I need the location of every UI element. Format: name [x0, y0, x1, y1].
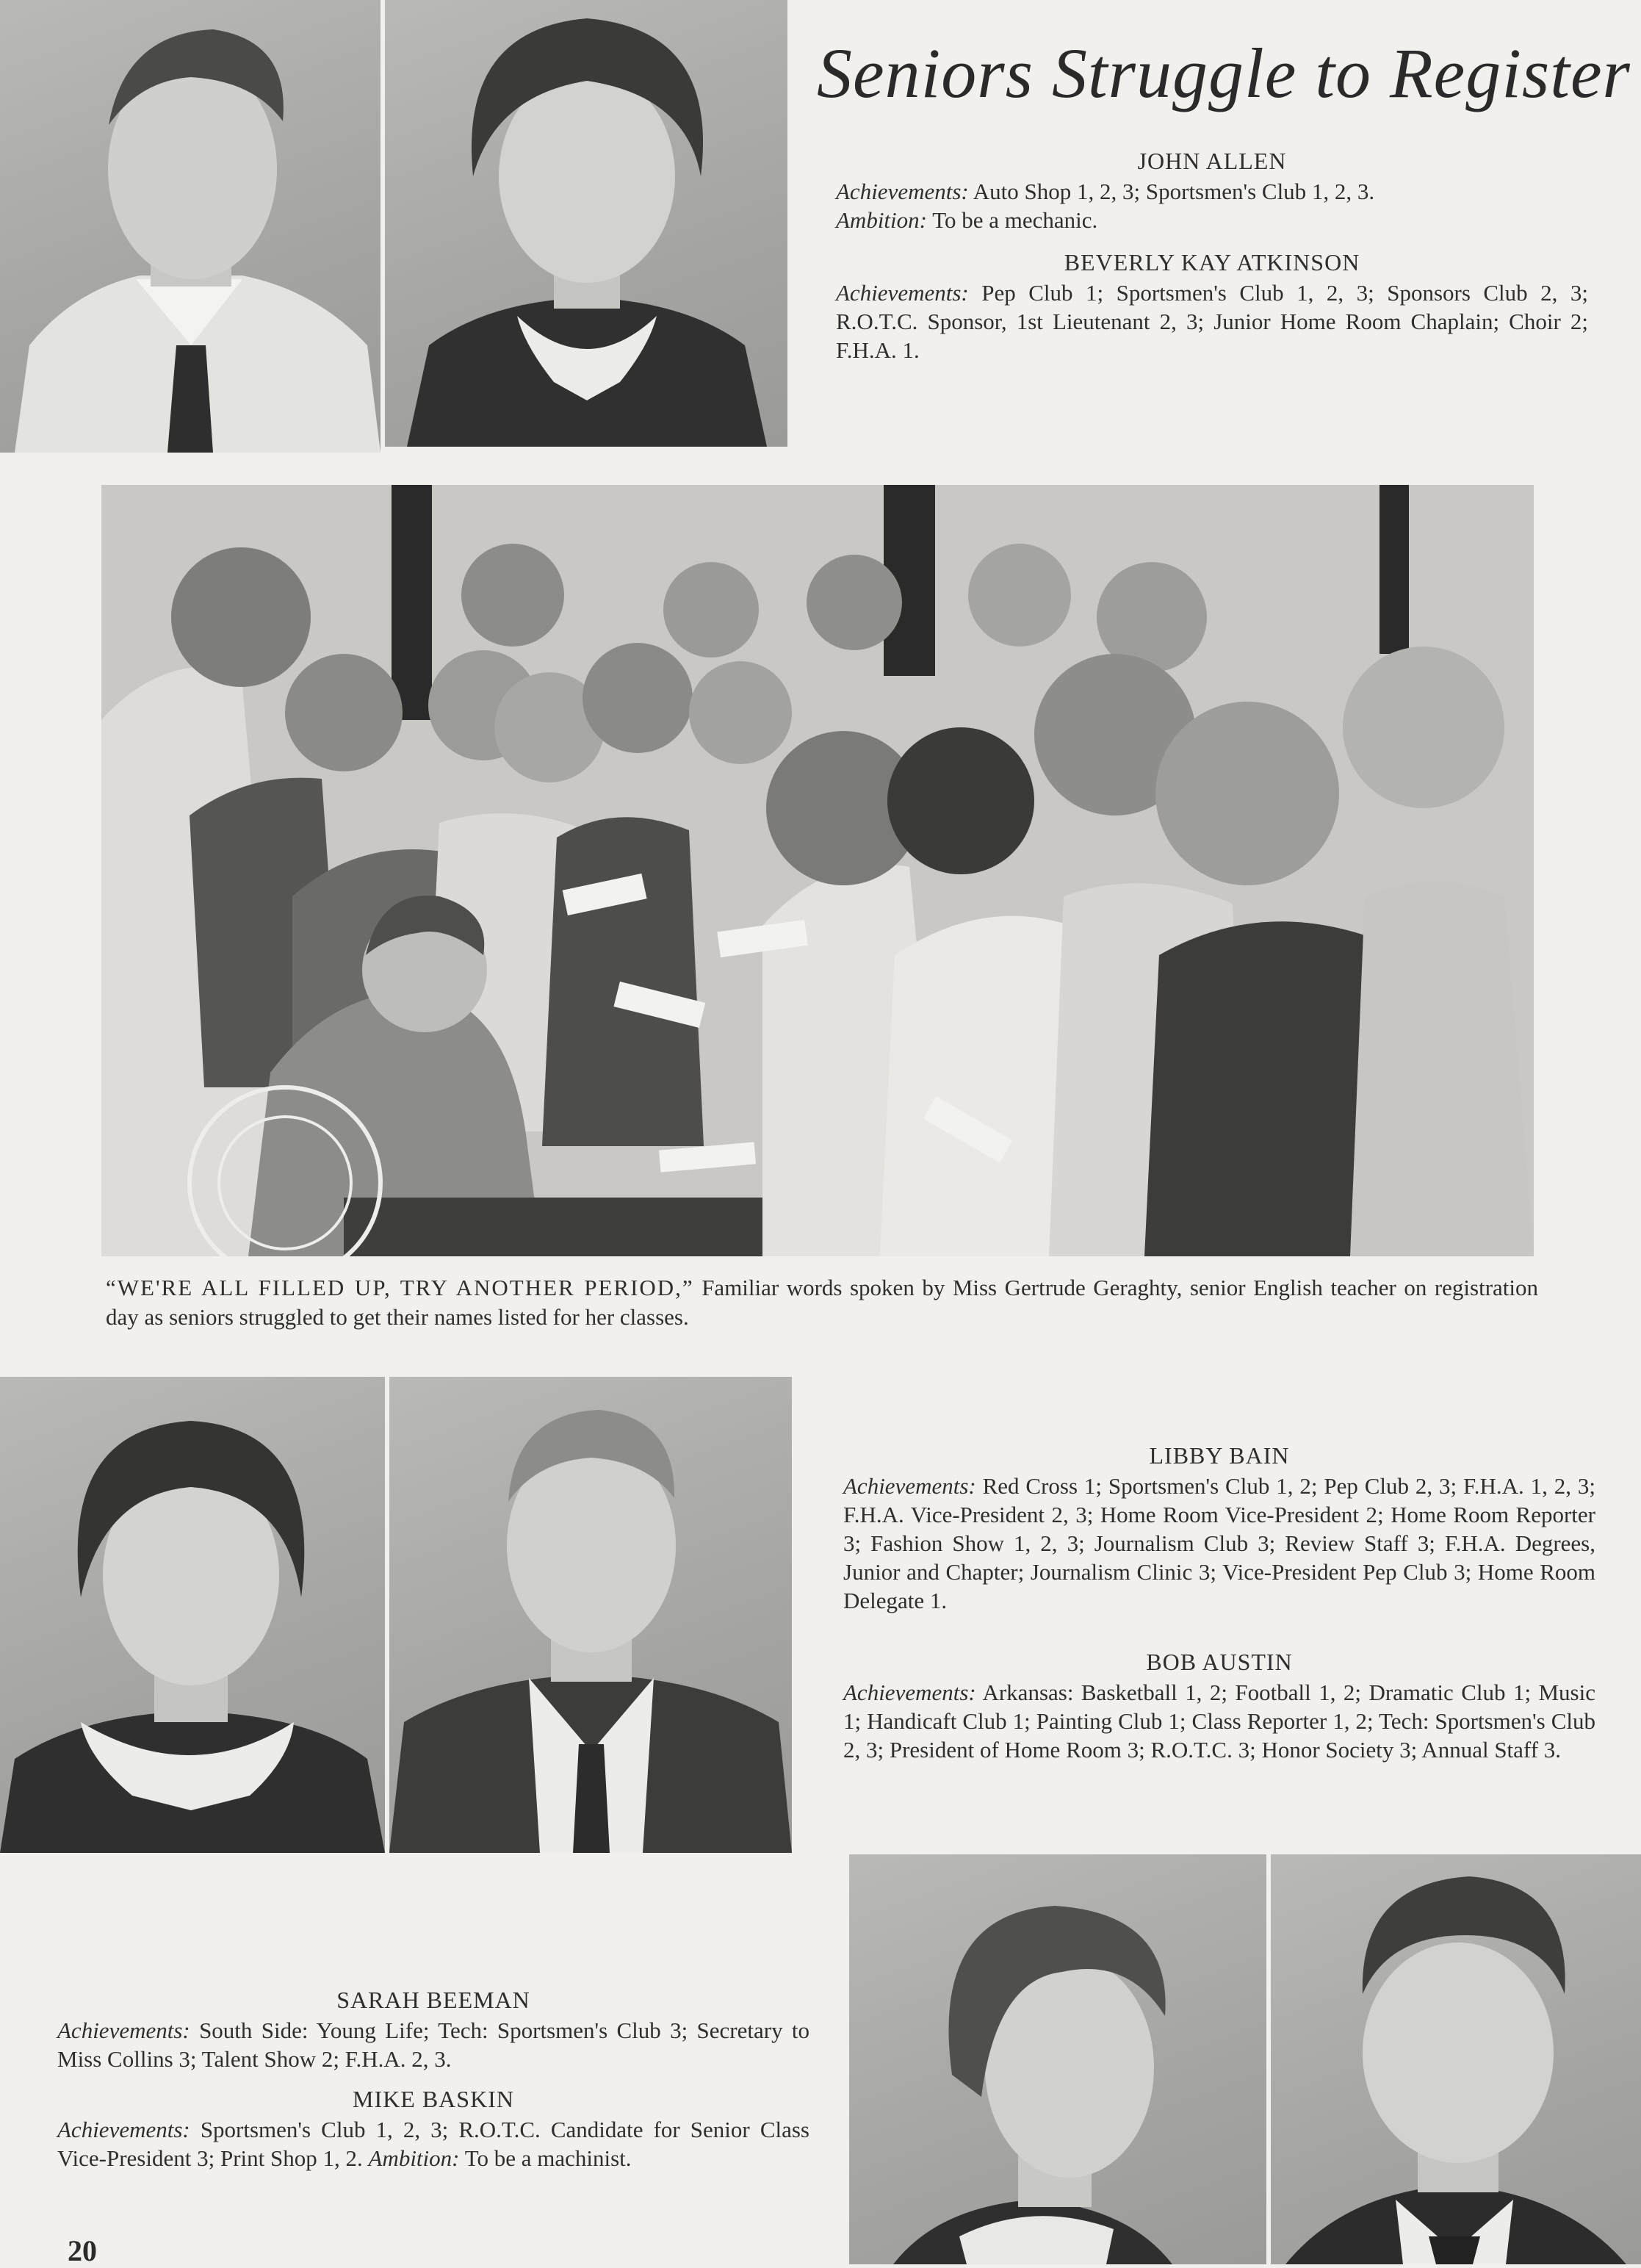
- caption-quote: “WE'RE ALL FILLED UP, TRY ANOTHER PERIOD,”: [106, 1275, 694, 1300]
- portrait-image: [0, 1377, 385, 1853]
- photo-caption: [106, 1273, 1538, 1332]
- achievements-list: Sportsmen's Club 1, 2, 3; R.O.T.C. Candidate for Senior Class Vice-President 3; Print Shop 1, 2.: [57, 2117, 809, 2171]
- portrait-image: [849, 1854, 1266, 2264]
- page-title: Seniors Struggle to Register: [817, 34, 1631, 112]
- senior-name: JOHN ALLEN: [1137, 148, 1287, 174]
- group-photo-image: [101, 485, 1534, 1256]
- achievements-text: [836, 278, 1588, 364]
- achievements-text: [843, 1678, 1595, 1764]
- ambition-label: Ambition:: [836, 207, 927, 233]
- achievements-list: Arkansas: Basketball 1, 2; Football 1, 2; Dramatic Club 1; Music 1; Handicaft Club 1; Painting Club 1; Class Reporter 1, 2; Tech: Sportsmen's Club 2, 3; President of Home Room 3; R.O.T.C. 3; Honor Society 3; Annual Staff 3.: [843, 1680, 1595, 1763]
- registration-group-photo: [101, 485, 1534, 1256]
- bio-libby-bain: [843, 1441, 1595, 1615]
- portrait-image: [0, 0, 381, 453]
- portrait-sarah-beeman: [849, 1854, 1266, 2264]
- ambition-text: [836, 206, 1588, 234]
- caption-text: Familiar words spoken by Miss Gertrude Geraghty, senior English teacher on registration day as seniors struggled to get their names listed for her classes.: [106, 1275, 1538, 1330]
- bio-bob-austin: [843, 1648, 1595, 1764]
- portrait-beverly-kay-atkinson: [385, 0, 787, 447]
- achievements-label: Achievements:: [57, 2117, 190, 2142]
- senior-name: BEVERLY KAY ATKINSON: [1064, 249, 1360, 276]
- senior-name: LIBBY BAIN: [1149, 1442, 1290, 1469]
- achievements-text: [843, 1472, 1595, 1615]
- senior-name: SARAH BEEMAN: [336, 1987, 530, 2013]
- achievements-label: Achievements:: [57, 2017, 190, 2043]
- bio-mike-baskin: [57, 2085, 809, 2172]
- portrait-mike-baskin: [1271, 1854, 1641, 2264]
- bio-sarah-beeman: [57, 1986, 809, 2073]
- portrait-libby-bain: [0, 1377, 385, 1853]
- senior-name: BOB AUSTIN: [1146, 1649, 1293, 1675]
- achievements-label: Achievements:: [843, 1473, 976, 1499]
- senior-name: MIKE BASKIN: [353, 2086, 514, 2112]
- ambition-label: Ambition:: [368, 2145, 460, 2171]
- achievements-list: South Side: Young Life; Tech: Sportsmen's Club 3; Secretary to Miss Collins 3; Talent Show 2; F.H.A. 2, 3.: [57, 2017, 810, 2072]
- achievements-text: [836, 177, 1588, 206]
- bio-beverly-kay-atkinson: [836, 248, 1588, 364]
- portrait-image: [385, 0, 787, 447]
- achievements-label: Achievements:: [843, 1680, 976, 1705]
- page-number: 20: [68, 2234, 97, 2267]
- achievements-label: Achievements:: [836, 179, 969, 204]
- portrait-image: [1271, 1854, 1641, 2264]
- achievements-text: [57, 2016, 809, 2073]
- achievements-list: Pep Club 1; Sportsmen's Club 1, 2, 3; Sponsors Club 2, 3; R.O.T.C. Sponsor, 1st Lieutenant 2, 3; Junior Home Room Chaplain; Choir 2; F.H.A. 1.: [836, 280, 1589, 363]
- ambition-value: To be a mechanic.: [932, 207, 1098, 233]
- achievements-label: Achievements:: [836, 280, 969, 306]
- portrait-bob-austin: [389, 1377, 792, 1853]
- ambition-value: To be a machinist.: [464, 2145, 632, 2171]
- achievements-list: Auto Shop 1, 2, 3; Sportsmen's Club 1, 2, 3.: [973, 179, 1375, 204]
- bio-john-allen: [836, 147, 1588, 234]
- achievements-list: Red Cross 1; Sportsmen's Club 1, 2; Pep Club 2, 3; F.H.A. 1, 2, 3; F.H.A. Vice-President 2, 3; Home Room Vice-President 2; Home Room Reporter 3; Fashion Show 1, 2, 3; Journalism Club 3; Review Staff 3; F.H.A. Degrees, Junior and Chapter; Journalism Clinic 3; Vice-President Pep Club 3; Home Room Delegate 1.: [843, 1473, 1595, 1613]
- portrait-image: [389, 1377, 792, 1853]
- achievements-text: [57, 2115, 809, 2172]
- portrait-john-allen: [0, 0, 381, 453]
